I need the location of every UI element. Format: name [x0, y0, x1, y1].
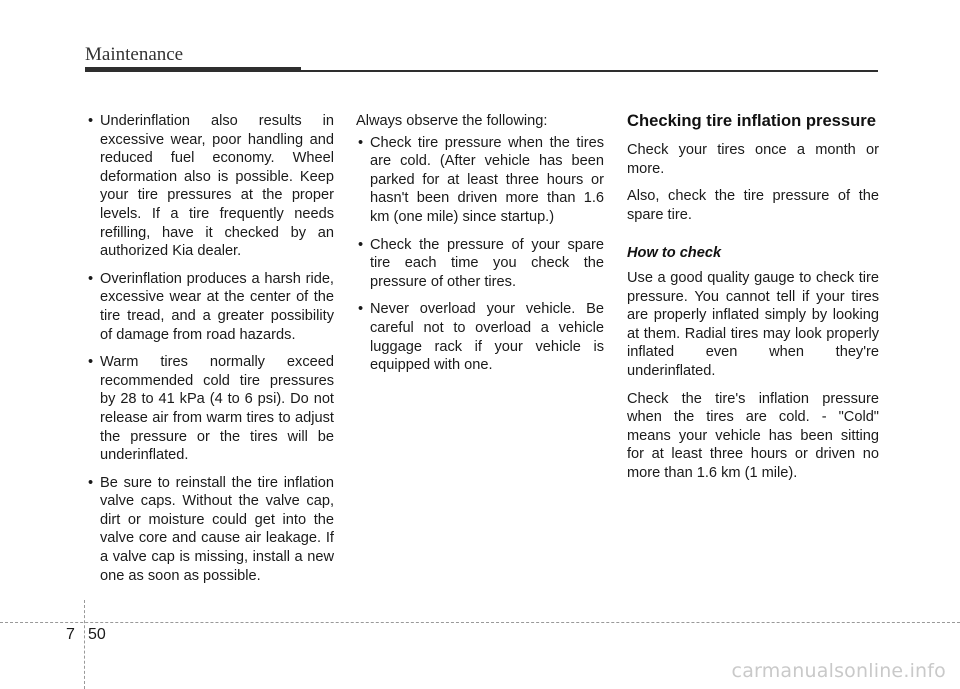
- header-rule-thick: [85, 67, 301, 72]
- section-heading: Checking tire inflation pressure: [627, 111, 876, 130]
- list-item: • Overinflation produces a harsh ride, excessive wear at the center of the tire tread, and a greater possibility of damage from road hazards.: [86, 270, 334, 344]
- subheading: How to check: [627, 245, 722, 262]
- footer-divider: [0, 622, 960, 623]
- page-number: 50: [88, 626, 106, 643]
- column-2: [356, 112, 604, 384]
- section-title: Maintenance: [85, 44, 184, 65]
- list-item: • Underinflation also results in excessive wear, poor handling and reduced fuel economy. Wheel deformation also is possible. Keep your tire pressures at the proper levels. If a tire frequently needs refilling, have it checked by an authorized Kia dealer.: [86, 112, 334, 261]
- list-item: • Never overload your vehicle. Be careful not to overload a vehicle luggage rack if your vehicle is equipped with one.: [356, 300, 604, 374]
- list-item: • Be sure to reinstall the tire inflation valve caps. Without the valve cap, dirt or moisture could get into the valve core and cause air leakage. If a valve cap is missing, install a new one as soon as possible.: [86, 474, 334, 586]
- column-1: [86, 112, 334, 594]
- column-3: [627, 112, 879, 492]
- list-item: • Warm tires normally exceed recommended cold tire pressures by 28 to 41 kPa (4 to 6 psi). Do not release air from warm tires to adjust the pressure or the tires will be underinflated.: [86, 353, 334, 465]
- paragraph: Check the tire's inflation pressure when the tires are cold. - "Cold" means your vehicle has been sitting for at least three hours or driven no more than 1.6 km (1 mile).: [627, 390, 879, 481]
- header-rule-thin: [301, 70, 878, 72]
- paragraph: Also, check the tire pressure of the spare tire.: [627, 188, 879, 223]
- bullet-list-2: [356, 134, 604, 375]
- list-item: • Check the pressure of your spare tire each time you check the pressure of other tires.: [356, 236, 604, 292]
- paragraph: Use a good quality gauge to check tire pressure. You cannot tell if your tires are properly inflated simply by looking at them. Radial tires may look properly inflated even when they're underinflated.: [627, 269, 879, 379]
- intro-text: Always observe the following:: [356, 113, 548, 129]
- bullet-list-1: [86, 112, 334, 585]
- footer-vertical-divider: [84, 600, 85, 689]
- paragraph: Check your tires once a month or more.: [627, 142, 879, 177]
- chapter-number: 7: [66, 626, 75, 643]
- list-item: • Check tire pressure when the tires are cold. (After vehicle has been parked for at least three hours or hasn't been driven more than 1.6 km (one mile) since startup.): [356, 134, 604, 227]
- watermark: carmanualsonline.info: [731, 660, 946, 682]
